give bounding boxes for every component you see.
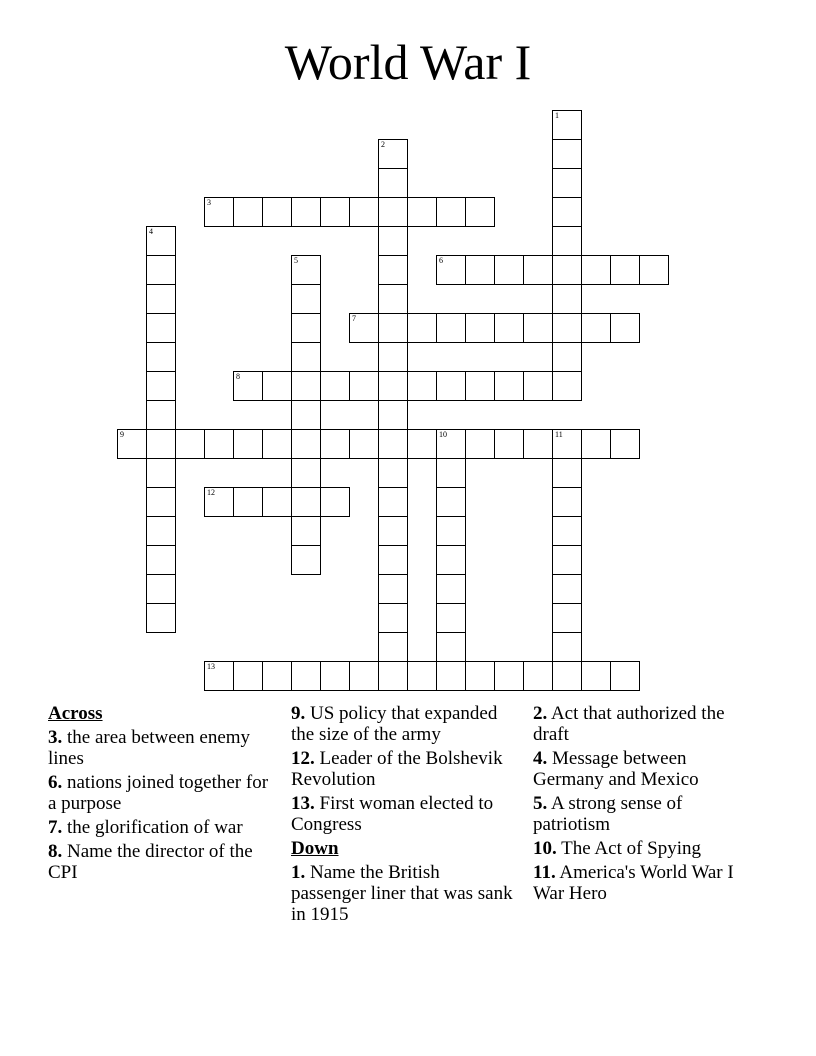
crossword-cell[interactable] — [291, 197, 321, 227]
clue-text: Name the director of the CPI — [48, 841, 253, 883]
crossword-cell[interactable] — [291, 342, 321, 372]
clue-text: US policy that expanded the size of the army — [291, 703, 498, 745]
crossword-cell[interactable] — [436, 632, 466, 662]
crossword-cell[interactable] — [494, 661, 524, 691]
clue-number-label: 7 — [352, 314, 356, 323]
crossword-cell[interactable] — [146, 400, 176, 430]
crossword-cell[interactable] — [378, 400, 408, 430]
clue-text: the glorification of war — [67, 817, 243, 838]
crossword-cell[interactable] — [436, 574, 466, 604]
crossword-cell[interactable] — [262, 661, 292, 691]
crossword-cell[interactable] — [204, 197, 234, 227]
clue-number: 12. — [291, 748, 315, 769]
crossword-cell[interactable] — [378, 603, 408, 633]
clue-number: 2. — [533, 703, 548, 724]
crossword-cell[interactable] — [146, 487, 176, 517]
crossword-cell[interactable] — [378, 342, 408, 372]
crossword-cell[interactable] — [552, 168, 582, 198]
crossword-cell[interactable] — [233, 371, 263, 401]
crossword-cell[interactable] — [262, 429, 292, 459]
clue-number: 11. — [533, 862, 556, 883]
crossword-cell[interactable] — [262, 371, 292, 401]
crossword-cell[interactable] — [233, 487, 263, 517]
clue-item — [291, 862, 517, 925]
clue-number-label: 8 — [236, 372, 240, 381]
crossword-cell[interactable] — [378, 226, 408, 256]
clue-text: Message between Germany and Mexico — [533, 748, 699, 790]
crossword-cell[interactable] — [552, 371, 582, 401]
crossword-cell[interactable] — [146, 429, 176, 459]
crossword-cell[interactable] — [407, 429, 437, 459]
crossword-cell[interactable] — [552, 458, 582, 488]
clue-number-label: 9 — [120, 430, 124, 439]
crossword-cell[interactable] — [465, 429, 495, 459]
crossword-cell[interactable] — [146, 371, 176, 401]
crossword-cell[interactable] — [146, 342, 176, 372]
clue-text: Leader of the Bolshevik Revolution — [291, 748, 503, 790]
clue-item — [533, 793, 759, 835]
clue-number-label: 4 — [149, 227, 153, 236]
crossword-cell[interactable] — [320, 197, 350, 227]
crossword-cell[interactable] — [552, 603, 582, 633]
clue-number: 5. — [533, 793, 548, 814]
clue-number: 9. — [291, 703, 306, 724]
crossword-cell[interactable] — [552, 516, 582, 546]
crossword-cell[interactable] — [581, 429, 611, 459]
crossword-cell[interactable] — [291, 371, 321, 401]
crossword-cell[interactable] — [291, 516, 321, 546]
crossword-cell[interactable] — [320, 661, 350, 691]
crossword-cell[interactable] — [378, 632, 408, 662]
crossword-cell[interactable] — [465, 661, 495, 691]
clue-section-heading: Across — [48, 703, 103, 724]
crossword-cell[interactable] — [610, 661, 640, 691]
clue-section-heading: Down — [291, 838, 339, 859]
clue-number: 3. — [48, 727, 63, 748]
clue-text: America's World War I War Hero — [533, 862, 734, 904]
clue-number-label: 3 — [207, 198, 211, 207]
crossword-cell[interactable] — [349, 661, 379, 691]
crossword-cell[interactable] — [349, 371, 379, 401]
crossword-cell[interactable] — [320, 429, 350, 459]
crossword-cell[interactable] — [552, 226, 582, 256]
crossword-cell[interactable] — [378, 458, 408, 488]
crossword-cell[interactable] — [494, 255, 524, 285]
crossword-cell[interactable] — [407, 661, 437, 691]
crossword-cell[interactable] — [233, 197, 263, 227]
crossword-cell[interactable] — [233, 429, 263, 459]
puzzle-title: World War I — [284, 34, 532, 90]
crossword-cell[interactable] — [378, 516, 408, 546]
clue-item — [48, 772, 274, 814]
crossword-cell[interactable] — [465, 371, 495, 401]
clue-number: 1. — [291, 862, 306, 883]
crossword-cell[interactable] — [465, 255, 495, 285]
crossword-cell[interactable] — [465, 197, 495, 227]
clue-number-label: 10 — [439, 430, 447, 439]
clue-item — [291, 748, 517, 790]
crossword-cell[interactable] — [436, 516, 466, 546]
crossword-cell[interactable] — [494, 429, 524, 459]
crossword-cell[interactable] — [146, 574, 176, 604]
crossword-cell[interactable] — [610, 429, 640, 459]
crossword-cell[interactable] — [291, 284, 321, 314]
clue-column-1 — [48, 703, 274, 886]
clue-number: 6. — [48, 772, 63, 793]
crossword-cell[interactable] — [552, 487, 582, 517]
crossword-cell[interactable] — [233, 661, 263, 691]
crossword-cell[interactable] — [523, 255, 553, 285]
crossword-cell[interactable] — [552, 342, 582, 372]
crossword-cell[interactable] — [523, 371, 553, 401]
crossword-cell[interactable] — [291, 255, 321, 285]
clue-number: 4. — [533, 748, 548, 769]
crossword-cell[interactable] — [262, 487, 292, 517]
crossword-cell[interactable] — [436, 603, 466, 633]
crossword-cell[interactable] — [378, 371, 408, 401]
crossword-cell[interactable] — [291, 429, 321, 459]
crossword-cell[interactable] — [436, 371, 466, 401]
crossword-cell[interactable] — [146, 226, 176, 256]
crossword-cell[interactable] — [581, 313, 611, 343]
crossword-cell[interactable] — [610, 255, 640, 285]
crossword-cell[interactable] — [378, 487, 408, 517]
crossword-cell[interactable] — [523, 313, 553, 343]
crossword-cell[interactable] — [291, 313, 321, 343]
clue-text: nations joined together for a purpose — [48, 772, 269, 814]
crossword-cell[interactable] — [204, 661, 234, 691]
crossword-cell[interactable] — [552, 313, 582, 343]
clue-item — [291, 703, 517, 745]
crossword-cell[interactable] — [291, 487, 321, 517]
crossword-cell[interactable] — [436, 458, 466, 488]
crossword-cell[interactable] — [552, 139, 582, 169]
clue-column-2 — [291, 703, 517, 928]
crossword-cell[interactable] — [523, 429, 553, 459]
clue-item — [48, 841, 274, 883]
crossword-cell[interactable] — [378, 545, 408, 575]
clue-item — [48, 817, 274, 838]
crossword-cell[interactable] — [407, 197, 437, 227]
crossword-cell[interactable] — [610, 313, 640, 343]
crossword-cell[interactable] — [204, 487, 234, 517]
clue-item — [533, 862, 759, 904]
crossword-cell[interactable] — [117, 429, 147, 459]
crossword-cell[interactable] — [349, 429, 379, 459]
crossword-cell[interactable] — [494, 371, 524, 401]
crossword-cell[interactable] — [552, 429, 582, 459]
crossword-cell[interactable] — [407, 313, 437, 343]
crossword-cell[interactable] — [146, 313, 176, 343]
clue-number-label: 1 — [555, 111, 559, 120]
crossword-cell[interactable] — [291, 661, 321, 691]
clue-number: 8. — [48, 841, 63, 862]
crossword-cell[interactable] — [204, 429, 234, 459]
crossword-cell[interactable] — [552, 574, 582, 604]
crossword-cell[interactable] — [146, 516, 176, 546]
clue-column-3 — [533, 703, 759, 907]
clue-item — [48, 727, 274, 769]
clue-number: 10. — [533, 838, 557, 859]
crossword-cell[interactable] — [378, 168, 408, 198]
crossword-cell[interactable] — [494, 313, 524, 343]
crossword-cell[interactable] — [552, 284, 582, 314]
crossword-cell[interactable] — [320, 371, 350, 401]
clue-item — [291, 793, 517, 835]
crossword-cell[interactable] — [291, 545, 321, 575]
crossword-cell[interactable] — [436, 313, 466, 343]
crossword-cell[interactable] — [523, 661, 553, 691]
clue-text: First woman elected to Congress — [291, 793, 494, 835]
crossword-cell[interactable] — [378, 255, 408, 285]
clue-number-label: 6 — [439, 256, 443, 265]
crossword-cell[interactable] — [552, 545, 582, 575]
clue-number-label: 2 — [381, 140, 385, 149]
crossword-cell[interactable] — [436, 487, 466, 517]
crossword-cell[interactable] — [146, 284, 176, 314]
crossword-cell[interactable] — [552, 632, 582, 662]
crossword-cell[interactable] — [378, 429, 408, 459]
crossword-cell[interactable] — [436, 255, 466, 285]
crossword-cell[interactable] — [436, 661, 466, 691]
crossword-cell[interactable] — [552, 661, 582, 691]
crossword-cell[interactable] — [349, 313, 379, 343]
crossword-cell[interactable] — [291, 400, 321, 430]
crossword-cell[interactable] — [146, 255, 176, 285]
clue-number: 7. — [48, 817, 63, 838]
crossword-cell[interactable] — [378, 197, 408, 227]
clue-number-label: 11 — [555, 430, 563, 439]
crossword-cell[interactable] — [349, 197, 379, 227]
crossword-cell[interactable] — [378, 313, 408, 343]
clue-text: the area between enemy lines — [48, 727, 251, 769]
clue-item — [533, 838, 759, 859]
crossword-cell[interactable] — [146, 458, 176, 488]
crossword-cell[interactable] — [291, 458, 321, 488]
crossword-cell[interactable] — [552, 255, 582, 285]
crossword-cell[interactable] — [378, 284, 408, 314]
crossword-cell[interactable] — [465, 313, 495, 343]
clue-item — [533, 703, 759, 745]
crossword-cell[interactable] — [262, 197, 292, 227]
crossword-cell[interactable] — [407, 371, 437, 401]
crossword-cell[interactable] — [552, 197, 582, 227]
crossword-cell[interactable] — [581, 255, 611, 285]
clue-text: A strong sense of patriotism — [533, 793, 683, 835]
clue-number: 13. — [291, 793, 315, 814]
crossword-cell[interactable] — [146, 545, 176, 575]
crossword-cell[interactable] — [378, 139, 408, 169]
clue-text: The Act of Spying — [561, 838, 702, 859]
crossword-cell[interactable] — [581, 661, 611, 691]
crossword-cell[interactable] — [552, 110, 582, 140]
crossword-cell[interactable] — [436, 197, 466, 227]
clue-number-label: 12 — [207, 488, 215, 497]
crossword-cell[interactable] — [378, 661, 408, 691]
crossword-cell[interactable] — [175, 429, 205, 459]
crossword-cell[interactable] — [320, 487, 350, 517]
crossword-cell[interactable] — [146, 603, 176, 633]
crossword-cell[interactable] — [378, 574, 408, 604]
clue-number-label: 13 — [207, 662, 215, 671]
crossword-cell[interactable] — [639, 255, 669, 285]
crossword-cell[interactable] — [436, 429, 466, 459]
clue-text: Name the British passenger liner that was sank in 1915 — [291, 862, 513, 925]
clue-text: Act that authorized the draft — [533, 703, 725, 745]
clue-number-label: 5 — [294, 256, 298, 265]
clue-item — [533, 748, 759, 790]
crossword-cell[interactable] — [436, 545, 466, 575]
